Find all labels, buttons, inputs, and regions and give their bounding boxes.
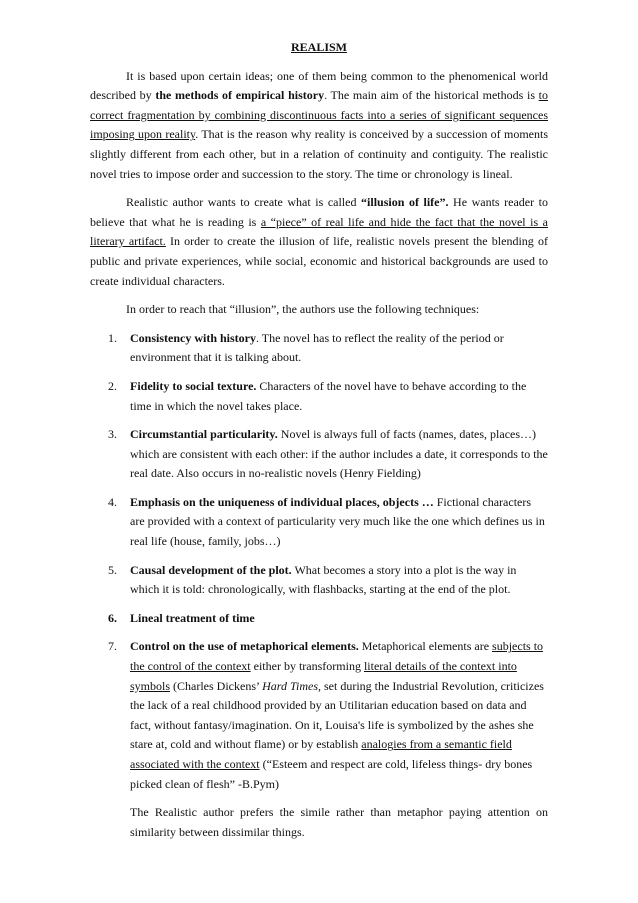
- list-item-heading: Emphasis on the uniqueness of individual places, objects …: [130, 494, 434, 509]
- p1-text-a: It is based upon certain ideas; one of them being common to the phenomenical world described by: [90, 68, 548, 103]
- list-item-text: . The novel has to reflect the reality of the period or environment that it is talking about.: [130, 330, 504, 365]
- list-item-number: 5.: [108, 562, 117, 577]
- list-item-heading: Lineal treatment of time: [130, 610, 255, 625]
- techniques-list: [90, 329, 548, 794]
- list-item-heading: Fidelity to social texture.: [130, 378, 257, 393]
- p1-bold-methods: the methods of empirical history: [155, 88, 325, 103]
- p1-text-c: . The main aim of the historical methods is: [324, 88, 539, 103]
- p2-text-e: In order to create the illusion of life, realistic novels present the blending of public and private experiences, while social, economic and historical backgrounds are used to create individual characters.: [90, 234, 548, 288]
- list-item: [90, 377, 548, 416]
- paragraph-intro: [90, 67, 548, 185]
- item7-text-4: set during the Industrial Revolution, criticizes the lack of a real childhood provided by an Utilitarian education based on data and fact, without fantasy/imagination. On it, Louisa's life is symbolized by the ashes she stare at, cold and without flame) or by establish: [130, 678, 544, 752]
- list-item: [90, 329, 548, 368]
- list-item: [90, 425, 548, 484]
- list-item-text: Fictional characters are provided with a context of particularity very much like the one which defines us in real life (house, family, jobs…): [130, 494, 545, 549]
- list-item-number: 6.: [108, 610, 117, 625]
- item7-italic-title: Hard Times,: [262, 678, 322, 693]
- list-item: [90, 493, 548, 552]
- item7-text-5: (“Esteem and respect are cold, lifeless things- dry bones picked clean of flesh” -B.Pym): [130, 757, 533, 791]
- list-item-number: 2.: [108, 378, 117, 393]
- list-item-text: Characters of the novel have to behave according to the time in which the novel takes place.: [130, 378, 527, 413]
- list-item: [90, 637, 548, 794]
- paragraph-techniques-intro: In order to reach that “illusion”, the authors use the following techniques:: [126, 302, 480, 317]
- p1-text-e: . That is the reason why reality is conceived by a succession of moments slightly different from each other, but in a relation of continuity and contiguity. The realistic novel tries to impose order and succession to the story. The time or chronology is lineal.: [90, 127, 549, 181]
- list-item-text: Novel is always full of facts (names, dates, places…) which are consistent with each other: if the author includes a date, it corresponds to the real date. Also occurs in no-realistic novels (Henry Fielding): [130, 427, 548, 481]
- list-item-heading: Control on the use of metaphorical elements.: [130, 639, 359, 654]
- p2-text-a: Realistic author wants to create what is called: [126, 195, 362, 210]
- document-title: REALISM: [290, 40, 347, 54]
- list-item-heading: Consistency with history: [130, 330, 257, 345]
- p2-underline-piece: a “piece” of real life and hide the fact that the novel is a literary artifact.: [90, 214, 548, 249]
- list-item-number: 7.: [108, 639, 117, 654]
- item7-text-3: (Charles Dickens’: [170, 678, 263, 693]
- list-item-heading: Circumstantial particularity.: [130, 427, 278, 442]
- item7-underline-symbols: literal details of the context into symbols: [130, 659, 517, 693]
- p1-underline-aim: to correct fragmentation by combining discontinuous facts into a series of significant sequences imposing upon reality: [90, 88, 549, 142]
- p2-text-c: He wants reader to believe that what he is reading is: [90, 195, 548, 229]
- list-item-number: 1.: [108, 330, 117, 345]
- document-page: [90, 38, 548, 842]
- list-item: [90, 561, 548, 600]
- paragraph-simile: The Realistic author prefers the simile rather than metaphor paying attention on similarity between dissimilar things.: [130, 805, 548, 839]
- item7-text-2: either by transforming: [250, 659, 364, 674]
- item7-underline-analogies: analogies from a semantic field associated with the context: [130, 737, 512, 771]
- list-item-text: What becomes a story into a plot is the way in which it is told: chronologically, with flashbacks, starting at the end of the plot.: [130, 562, 517, 597]
- paragraph-illusion: [90, 193, 548, 291]
- item7-text-1: Metaphorical elements are: [358, 639, 493, 654]
- p2-bold-illusion: “illusion of life”.: [361, 195, 449, 210]
- item7-underline-control: subjects to the control of the context: [130, 639, 544, 674]
- list-item-number: 3.: [108, 427, 117, 442]
- list-item-number: 4.: [108, 494, 117, 509]
- list-item: [90, 609, 548, 629]
- list-item-heading: Causal development of the plot.: [130, 562, 292, 577]
